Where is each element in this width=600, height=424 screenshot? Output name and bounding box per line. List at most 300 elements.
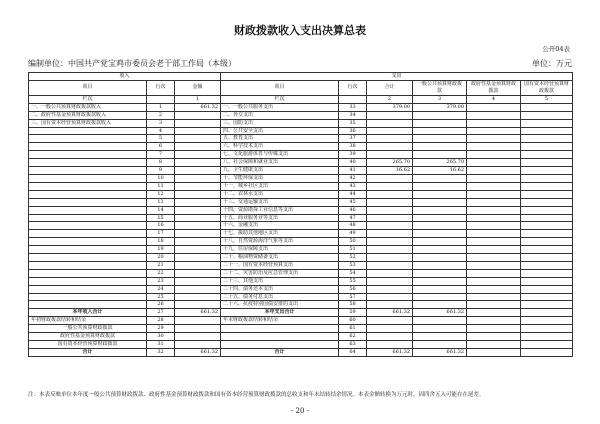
state-capital-amount (521, 135, 573, 143)
state-capital-amount (521, 309, 573, 317)
expense-item: 十一、城乡社区支出 (221, 182, 339, 190)
income-amount (175, 222, 221, 230)
income-amount: 661.32 (175, 309, 221, 317)
income-line: 14 (147, 206, 175, 214)
income-item: 本年收入合计 (29, 309, 147, 317)
income-line: 17 (147, 230, 175, 238)
expense-total (367, 230, 413, 238)
fiscal-summary-table (28, 72, 573, 357)
expense-total (367, 277, 413, 285)
expense-line: 54 (339, 269, 367, 277)
income-amount (175, 269, 221, 277)
state-capital-amount (521, 214, 573, 222)
expense-total (367, 182, 413, 190)
expense-line: 47 (339, 214, 367, 222)
expense-line: 37 (339, 135, 367, 143)
expense-line: 45 (339, 198, 367, 206)
general-budget-amount (413, 198, 467, 206)
income-amount (175, 198, 221, 206)
expense-line: 42 (339, 174, 367, 182)
table-row (29, 246, 573, 254)
expense-item: 十二、农林水支出 (221, 190, 339, 198)
general-budget-amount (413, 214, 467, 222)
income-line: 28 (147, 317, 175, 325)
income-amount (175, 333, 221, 341)
state-capital-amount (521, 182, 573, 190)
expense-item: 本年支出合计 (221, 309, 339, 317)
income-line: 22 (147, 269, 175, 277)
table-row (29, 325, 573, 333)
table-row (29, 348, 573, 356)
income-item (29, 127, 147, 135)
expense-item: 二十四、债务还本支出 (221, 285, 339, 293)
table-row (29, 119, 573, 127)
table-row (29, 293, 573, 301)
expense-total (367, 285, 413, 293)
table-row (29, 198, 573, 206)
fund-budget-amount (467, 222, 521, 230)
table-row (29, 333, 573, 341)
expense-total: 661.32 (367, 348, 413, 356)
income-amount (175, 174, 221, 182)
expense-line: 57 (339, 293, 367, 301)
expense-total (367, 190, 413, 198)
table-row (29, 143, 573, 151)
table-row (29, 341, 573, 349)
expense-item: 二十、粮油物资储备支出 (221, 254, 339, 262)
state-capital-amount (521, 103, 573, 111)
table-row (29, 103, 573, 111)
expense-line: 58 (339, 301, 367, 309)
general-budget-amount (413, 127, 467, 135)
state-capital-amount (521, 190, 573, 198)
income-amount (175, 246, 221, 254)
fund-budget-amount (467, 325, 521, 333)
general-budget-header: 一般公共预算财政拨款 (413, 80, 467, 95)
footnote: 注：本表反映单位本年度一般公共预算财政拨款、政府性基金预算财政拨款和国有资本经营预算财政拨款的总收支和年末结转结余情况。本表金额转换为万元时，因四舍五入可能存在尾差。 (28, 392, 485, 398)
fund-budget-amount (467, 198, 521, 206)
fund-budget-amount (467, 119, 521, 127)
general-budget-amount (413, 222, 467, 230)
state-capital-amount (521, 119, 573, 127)
general-budget-amount (413, 238, 467, 246)
fund-budget-amount (467, 309, 521, 317)
table-row (29, 317, 573, 325)
fund-budget-amount (467, 190, 521, 198)
income-amount (175, 317, 221, 325)
expense-line: 44 (339, 190, 367, 198)
income-item (29, 254, 147, 262)
income-amount (175, 111, 221, 119)
expense-total (367, 151, 413, 159)
expense-total (367, 222, 413, 230)
table-row (29, 135, 573, 143)
general-budget-amount: 661.32 (413, 309, 467, 317)
fund-budget-amount (467, 174, 521, 182)
income-amount (175, 151, 221, 159)
fund-budget-amount (467, 333, 521, 341)
general-budget-amount (413, 190, 467, 198)
fund-budget-header: 政府性基金预算财政拨款 (467, 80, 521, 95)
state-capital-amount (521, 285, 573, 293)
expense-item: 二十一、国有资本经营预算支出 (221, 261, 339, 269)
general-budget-amount (413, 285, 467, 293)
col-index-1: 1 (175, 95, 221, 103)
state-capital-amount (521, 348, 573, 356)
general-budget-amount (413, 174, 467, 182)
income-line: 29 (147, 325, 175, 333)
income-item (29, 135, 147, 143)
income-line: 4 (147, 127, 175, 135)
income-item: 政府性基金预算财政拨款 (29, 333, 147, 341)
state-capital-amount (521, 277, 573, 285)
expense-item: 十三、交通运输支出 (221, 198, 339, 206)
expense-line-header: 行次 (339, 80, 367, 95)
table-row (29, 238, 573, 246)
table-row (29, 167, 573, 175)
expense-line: 53 (339, 261, 367, 269)
col-index-5: 5 (521, 95, 573, 103)
expense-item: 十九、住房保障支出 (221, 246, 339, 254)
table-row (29, 285, 573, 293)
state-capital-header: 国有资本经营预算财政拨款 (521, 80, 573, 95)
state-capital-amount (521, 238, 573, 246)
expense-item: 十四、资源勘探工业信息等支出 (221, 206, 339, 214)
income-item (29, 206, 147, 214)
income-line: 27 (147, 309, 175, 317)
income-line: 26 (147, 301, 175, 309)
general-budget-amount (413, 246, 467, 254)
state-capital-amount (521, 230, 573, 238)
fund-budget-amount (467, 127, 521, 135)
fund-budget-amount (467, 246, 521, 254)
income-line: 21 (147, 261, 175, 269)
table-row (29, 206, 573, 214)
income-amount: 661.32 (175, 103, 221, 111)
table-row (29, 190, 573, 198)
expense-total (367, 261, 413, 269)
expense-item: 七、文化旅游体育与传媒支出 (221, 151, 339, 159)
fund-budget-amount (467, 238, 521, 246)
expense-item (221, 333, 339, 341)
income-amount (175, 143, 221, 151)
expense-item: 四、公共安全支出 (221, 127, 339, 135)
expense-line: 46 (339, 206, 367, 214)
table-row (29, 127, 573, 135)
income-item (29, 214, 147, 222)
income-item: 合计 (29, 348, 147, 356)
income-amount (175, 182, 221, 190)
state-capital-amount (521, 246, 573, 254)
income-item (29, 269, 147, 277)
income-item: 国有资本经营预算财政拨款 (29, 341, 147, 349)
general-budget-amount (413, 325, 467, 333)
expense-item: 五、教育支出 (221, 135, 339, 143)
state-capital-amount (521, 206, 573, 214)
expense-item: 一、一般公共服务支出 (221, 103, 339, 111)
income-amount (175, 325, 221, 333)
income-item (29, 301, 147, 309)
income-item (29, 293, 147, 301)
expense-total (367, 246, 413, 254)
expense-item: 合计 (221, 348, 339, 356)
income-line: 19 (147, 246, 175, 254)
income-item (29, 198, 147, 206)
expense-item: 九、卫生健康支出 (221, 167, 339, 175)
general-budget-amount (413, 230, 467, 238)
state-capital-amount (521, 127, 573, 135)
expense-item: 十七、援助其他地区支出 (221, 230, 339, 238)
state-capital-amount (521, 167, 573, 175)
income-item (29, 159, 147, 167)
income-item (29, 151, 147, 159)
table-row (29, 261, 573, 269)
income-line: 24 (147, 285, 175, 293)
state-capital-amount (521, 325, 573, 333)
expense-total (367, 301, 413, 309)
fund-budget-amount (467, 230, 521, 238)
fund-budget-amount (467, 214, 521, 222)
income-amount (175, 214, 221, 222)
income-item (29, 285, 147, 293)
general-budget-amount (413, 151, 467, 159)
expense-item (221, 341, 339, 349)
expense-total: 661.32 (367, 309, 413, 317)
state-capital-amount (521, 151, 573, 159)
expense-total (367, 127, 413, 135)
income-line-header: 行次 (147, 80, 175, 95)
income-line: 11 (147, 182, 175, 190)
state-capital-amount (521, 341, 573, 349)
expense-item: 十八、自然资源海洋气象等支出 (221, 238, 339, 246)
income-section-header: 收入 (29, 73, 221, 81)
expense-total: 16.62 (367, 167, 413, 175)
income-amount (175, 167, 221, 175)
income-amount (175, 190, 221, 198)
expense-line: 59 (339, 309, 367, 317)
expense-line: 64 (339, 348, 367, 356)
expense-line: 40 (339, 159, 367, 167)
income-line: 13 (147, 198, 175, 206)
income-line: 20 (147, 254, 175, 262)
fund-budget-amount (467, 269, 521, 277)
state-capital-amount (521, 174, 573, 182)
income-line: 7 (147, 151, 175, 159)
table-row (29, 230, 573, 238)
income-amount (175, 285, 221, 293)
income-item (29, 261, 147, 269)
fund-budget-amount (467, 103, 521, 111)
general-budget-amount: 661.32 (413, 348, 467, 356)
state-capital-amount (521, 301, 573, 309)
report-title: 财政拨款收入支出决算总表 (234, 24, 366, 37)
income-line: 18 (147, 238, 175, 246)
expense-line: 34 (339, 111, 367, 119)
state-capital-amount (521, 293, 573, 301)
income-amount (175, 293, 221, 301)
expense-total (367, 111, 413, 119)
expense-total (367, 269, 413, 277)
expense-total (367, 198, 413, 206)
general-budget-amount (413, 135, 467, 143)
general-budget-amount (413, 341, 467, 349)
table-row (29, 254, 573, 262)
expense-item: 二、外交支出 (221, 111, 339, 119)
fund-budget-amount (467, 341, 521, 349)
income-amount (175, 159, 221, 167)
table-row (29, 301, 573, 309)
expense-item: 三、国防支出 (221, 119, 339, 127)
income-item (29, 143, 147, 151)
income-line: 25 (147, 293, 175, 301)
state-capital-amount (521, 254, 573, 262)
income-item (29, 238, 147, 246)
expense-total (367, 135, 413, 143)
table-row (29, 159, 573, 167)
fund-budget-amount (467, 293, 521, 301)
table-row (29, 269, 573, 277)
expense-item: 二十六、抗疫特别国债安排的支出 (221, 301, 339, 309)
expense-total (367, 333, 413, 341)
income-line: 9 (147, 167, 175, 175)
income-col-label: 栏次 (29, 95, 147, 103)
expense-total (367, 254, 413, 262)
column-index-row (29, 95, 573, 103)
fund-budget-amount (467, 317, 521, 325)
income-line: 10 (147, 174, 175, 182)
income-line: 32 (147, 348, 175, 356)
income-item (29, 190, 147, 198)
income-line: 23 (147, 277, 175, 285)
general-budget-amount (413, 301, 467, 309)
expense-line: 38 (339, 143, 367, 151)
fund-budget-amount (467, 206, 521, 214)
income-amount: 661.32 (175, 348, 221, 356)
expense-line: 49 (339, 230, 367, 238)
expense-line: 60 (339, 317, 367, 325)
expense-line: 55 (339, 277, 367, 285)
fund-budget-amount (467, 143, 521, 151)
expense-total-header: 合计 (367, 80, 413, 95)
income-amount (175, 206, 221, 214)
income-item: 年初财政拨款结转和结余 (29, 317, 147, 325)
general-budget-amount: 379.00 (413, 103, 467, 111)
expense-line: 56 (339, 285, 367, 293)
income-amount (175, 238, 221, 246)
state-capital-amount (521, 159, 573, 167)
table-row (29, 222, 573, 230)
general-budget-amount (413, 333, 467, 341)
expense-total: 379.00 (367, 103, 413, 111)
general-budget-amount (413, 119, 467, 127)
expense-line: 48 (339, 222, 367, 230)
income-item: 三、国有资本经营预算财政拨款收入 (29, 119, 147, 127)
fund-budget-amount (467, 182, 521, 190)
income-amount (175, 135, 221, 143)
expense-total (367, 174, 413, 182)
expense-total (367, 206, 413, 214)
expense-item: 十、节能环保支出 (221, 174, 339, 182)
expense-total (367, 119, 413, 127)
general-budget-amount (413, 293, 467, 301)
expense-item: 年末财政拨款结转和结余 (221, 317, 339, 325)
expense-line: 61 (339, 325, 367, 333)
expense-line: 41 (339, 167, 367, 175)
expense-line: 36 (339, 127, 367, 135)
expense-total (367, 293, 413, 301)
income-amount (175, 277, 221, 285)
col-index-2: 2 (367, 95, 413, 103)
table-row (29, 214, 573, 222)
income-line: 16 (147, 222, 175, 230)
income-item: 二、政府性基金预算财政拨款收入 (29, 111, 147, 119)
income-item (29, 182, 147, 190)
table-row (29, 182, 573, 190)
income-amount-header: 金额 (175, 80, 221, 95)
general-budget-amount (413, 111, 467, 119)
income-item (29, 246, 147, 254)
income-line: 8 (147, 159, 175, 167)
expense-total (367, 238, 413, 246)
general-budget-amount: 265.70 (413, 159, 467, 167)
expense-section-header: 支出 (221, 73, 573, 81)
expense-total (367, 341, 413, 349)
expense-item: 八、社会保障和就业支出 (221, 159, 339, 167)
income-line: 30 (147, 333, 175, 341)
state-capital-amount (521, 261, 573, 269)
expense-line: 63 (339, 341, 367, 349)
expense-line: 52 (339, 254, 367, 262)
expense-item-header: 项目 (221, 80, 339, 95)
column-header-row (29, 80, 573, 95)
state-capital-amount (521, 269, 573, 277)
income-line: 6 (147, 143, 175, 151)
fund-budget-amount (467, 285, 521, 293)
general-budget-amount (413, 206, 467, 214)
expense-total (367, 325, 413, 333)
income-amount (175, 119, 221, 127)
general-budget-amount: 16.62 (413, 167, 467, 175)
income-amount (175, 127, 221, 135)
fund-budget-amount (467, 261, 521, 269)
expense-line: 62 (339, 333, 367, 341)
expense-line: 39 (339, 151, 367, 159)
income-item (29, 277, 147, 285)
income-amount (175, 254, 221, 262)
income-line: 15 (147, 214, 175, 222)
income-amount (175, 341, 221, 349)
income-amount (175, 230, 221, 238)
state-capital-amount (521, 198, 573, 206)
general-budget-amount (413, 143, 467, 151)
expense-line: 33 (339, 103, 367, 111)
income-amount (175, 301, 221, 309)
expense-item: 二十五、债务付息支出 (221, 293, 339, 301)
fund-budget-amount (467, 301, 521, 309)
expense-line: 35 (339, 119, 367, 127)
fund-budget-amount (467, 254, 521, 262)
income-line: 2 (147, 111, 175, 119)
col-index-3: 3 (413, 95, 467, 103)
empty-cell (147, 95, 175, 103)
currency-unit-label: 单位：万元 (532, 59, 572, 68)
section-header-row (29, 73, 573, 81)
table-row (29, 277, 573, 285)
fund-budget-amount (467, 135, 521, 143)
general-budget-amount (413, 317, 467, 325)
expense-line: 50 (339, 238, 367, 246)
fund-budget-amount (467, 159, 521, 167)
